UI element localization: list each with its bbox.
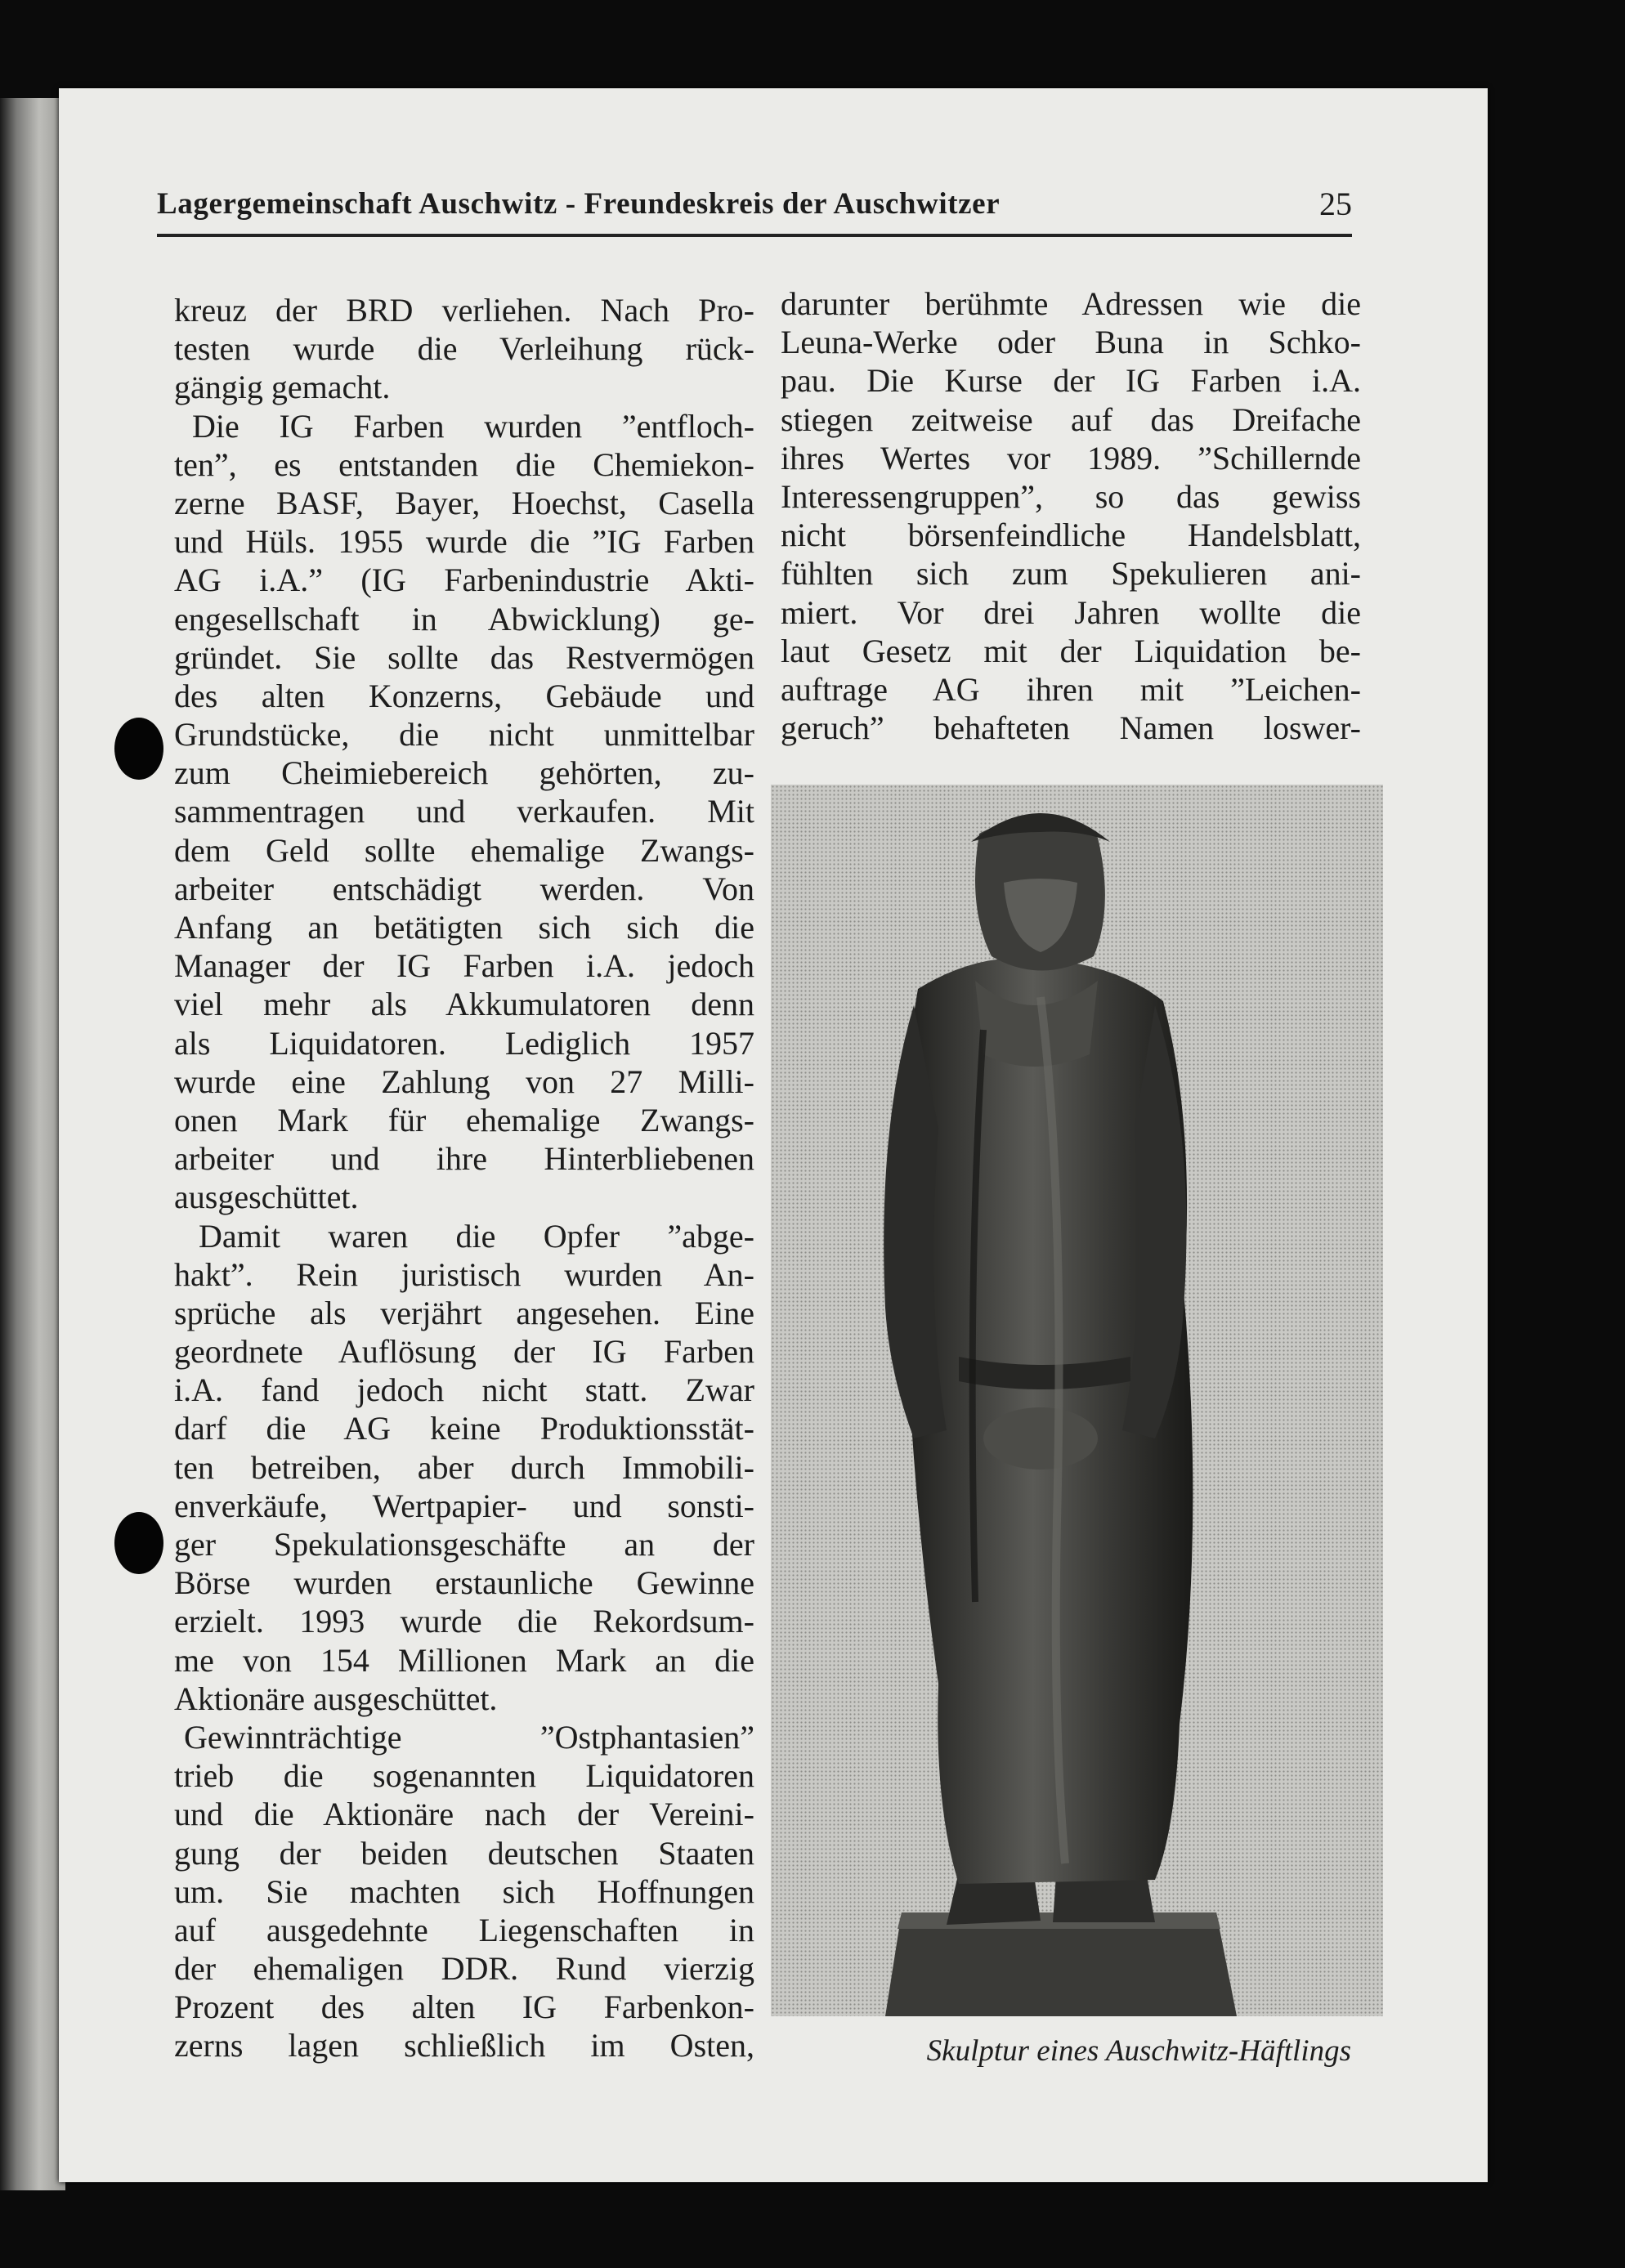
text-line: sprüche als verjährt angesehen. Eine — [174, 1294, 754, 1331]
text-line: AG i.A.” (IG Farbenindustrie Akti- — [174, 561, 754, 599]
text-line: me von 154 Millionen Mark an die — [174, 1641, 754, 1679]
punch-hole-bottom — [114, 1512, 163, 1574]
text-line: erzielt. 1993 wurde die Rekordsum- — [174, 1603, 754, 1640]
text-line: laut Gesetz mit der Liquidation be- — [781, 632, 1361, 669]
sculpture-photo — [771, 785, 1383, 2016]
text-line: Manager der IG Farben i.A. jedoch — [174, 947, 754, 985]
text-line: ausgeschüttet. — [174, 1179, 359, 1216]
text-line: der ehemaligen DDR. Rund vierzig — [174, 1950, 754, 1988]
text-line: nicht börsenfeindliche Handelsblatt, — [781, 517, 1361, 554]
text-line: ihres Wertes vor 1989. ”Schillernde — [781, 439, 1361, 476]
text-line: gängig gemacht. — [174, 369, 391, 406]
text-line: testen wurde die Verleihung rück- — [174, 330, 754, 368]
text-line: und Hüls. 1955 wurde die ”IG Farben — [174, 523, 754, 561]
text-line: arbeiter entschädigt werden. Von — [174, 870, 754, 907]
text-line: onen Mark für ehemalige Zwangs- — [174, 1101, 754, 1138]
right-text-column — [781, 284, 1361, 747]
photo-caption: Skulptur eines Auschwitz-Häftlings — [926, 2034, 1351, 2068]
punch-hole-top — [114, 718, 163, 780]
running-header — [157, 185, 1352, 237]
left-text-column — [174, 291, 754, 2065]
text-line: Prozent des alten IG Farbenkon- — [174, 1988, 754, 2026]
text-line: Die IG Farben wurden ”entfloch- — [192, 407, 754, 445]
text-line: gung der beiden deutschen Staaten — [174, 1834, 754, 1872]
header-title: Lagergemeinschaft Auschwitz - Freundeskreis der Auschwitzer — [157, 187, 1001, 221]
page-number: 25 — [1319, 186, 1352, 222]
text-line: miert. Vor drei Jahren wollte die — [781, 593, 1361, 631]
text-line: darunter berühmte Adressen wie die — [781, 285, 1361, 322]
text-line: trieb die sogenannten Liquidatoren — [174, 1757, 754, 1795]
text-line: fühlten sich zum Spekulieren ani- — [781, 555, 1361, 593]
text-line: Anfang an betätigten sich sich die — [174, 909, 754, 946]
adjacent-page-edge — [0, 98, 65, 2190]
text-line: i.A. fand jedoch nicht statt. Zwar — [174, 1371, 754, 1409]
text-line: darf die AG keine Produktionsstät- — [174, 1410, 754, 1447]
text-line: stiegen zeitweise auf das Dreifache — [781, 400, 1361, 438]
text-line: Damit waren die Opfer ”abge- — [199, 1217, 754, 1255]
text-line: sammentragen und verkaufen. Mit — [174, 793, 754, 830]
text-line: pau. Die Kurse der IG Farben i.A. — [781, 362, 1361, 400]
text-line: Interessengruppen”, so das gewiss — [781, 477, 1361, 515]
text-line: arbeiter und ihre Hinterbliebenen — [174, 1140, 754, 1178]
text-line: zum Cheimiebereich gehörten, zu- — [174, 754, 754, 792]
text-line: wurde eine Zahlung von 27 Milli- — [174, 1062, 754, 1100]
text-line: Gewinnträchtige ”Ostphantasien” — [184, 1718, 754, 1756]
text-line: gründet. Sie sollte das Restvermögen — [174, 638, 754, 676]
text-line: viel mehr als Akkumulatoren denn — [174, 986, 754, 1023]
text-line: dem Geld sollte ehemalige Zwangs- — [174, 831, 754, 869]
text-line: zerns lagen schließlich im Osten, — [174, 2027, 754, 2064]
text-line: auftrage AG ihren mit ”Leichen- — [781, 670, 1361, 708]
text-line: ten betreiben, aber durch Immobili- — [174, 1448, 754, 1486]
text-line: zerne BASF, Bayer, Hoechst, Casella — [174, 484, 754, 521]
text-line: engesellschaft in Abwicklung) ge- — [174, 600, 754, 637]
text-line: des alten Konzerns, Gebäude und — [174, 677, 754, 714]
text-line: Grundstücke, die nicht unmittelbar — [174, 716, 754, 754]
text-line: Börse wurden erstaunliche Gewinne — [174, 1564, 754, 1602]
text-line: hakt”. Rein juristisch wurden An- — [174, 1255, 754, 1293]
text-line: geordnete Auflösung der IG Farben — [174, 1333, 754, 1371]
text-line: auf ausgedehnte Liegenschaften in — [174, 1911, 754, 1948]
text-line: enverkäufe, Wertpapier- und sonsti- — [174, 1487, 754, 1524]
text-line: als Liquidatoren. Lediglich 1957 — [174, 1024, 754, 1062]
text-line: ger Spekulationsgeschäfte an der — [174, 1526, 754, 1563]
text-line: Aktionäre ausgeschüttet. — [174, 1680, 498, 1717]
text-line: um. Sie machten sich Hoffnungen — [174, 1872, 754, 1910]
text-line: und die Aktionäre nach der Vereini- — [174, 1796, 754, 1833]
text-line: ten”, es entstanden die Chemiekon- — [174, 445, 754, 483]
text-line: geruch” behafteten Namen loswer- — [781, 709, 1361, 747]
text-line: kreuz der BRD verliehen. Nach Pro- — [174, 292, 754, 329]
text-line: Leuna-Werke oder Buna in Schko- — [781, 324, 1361, 361]
